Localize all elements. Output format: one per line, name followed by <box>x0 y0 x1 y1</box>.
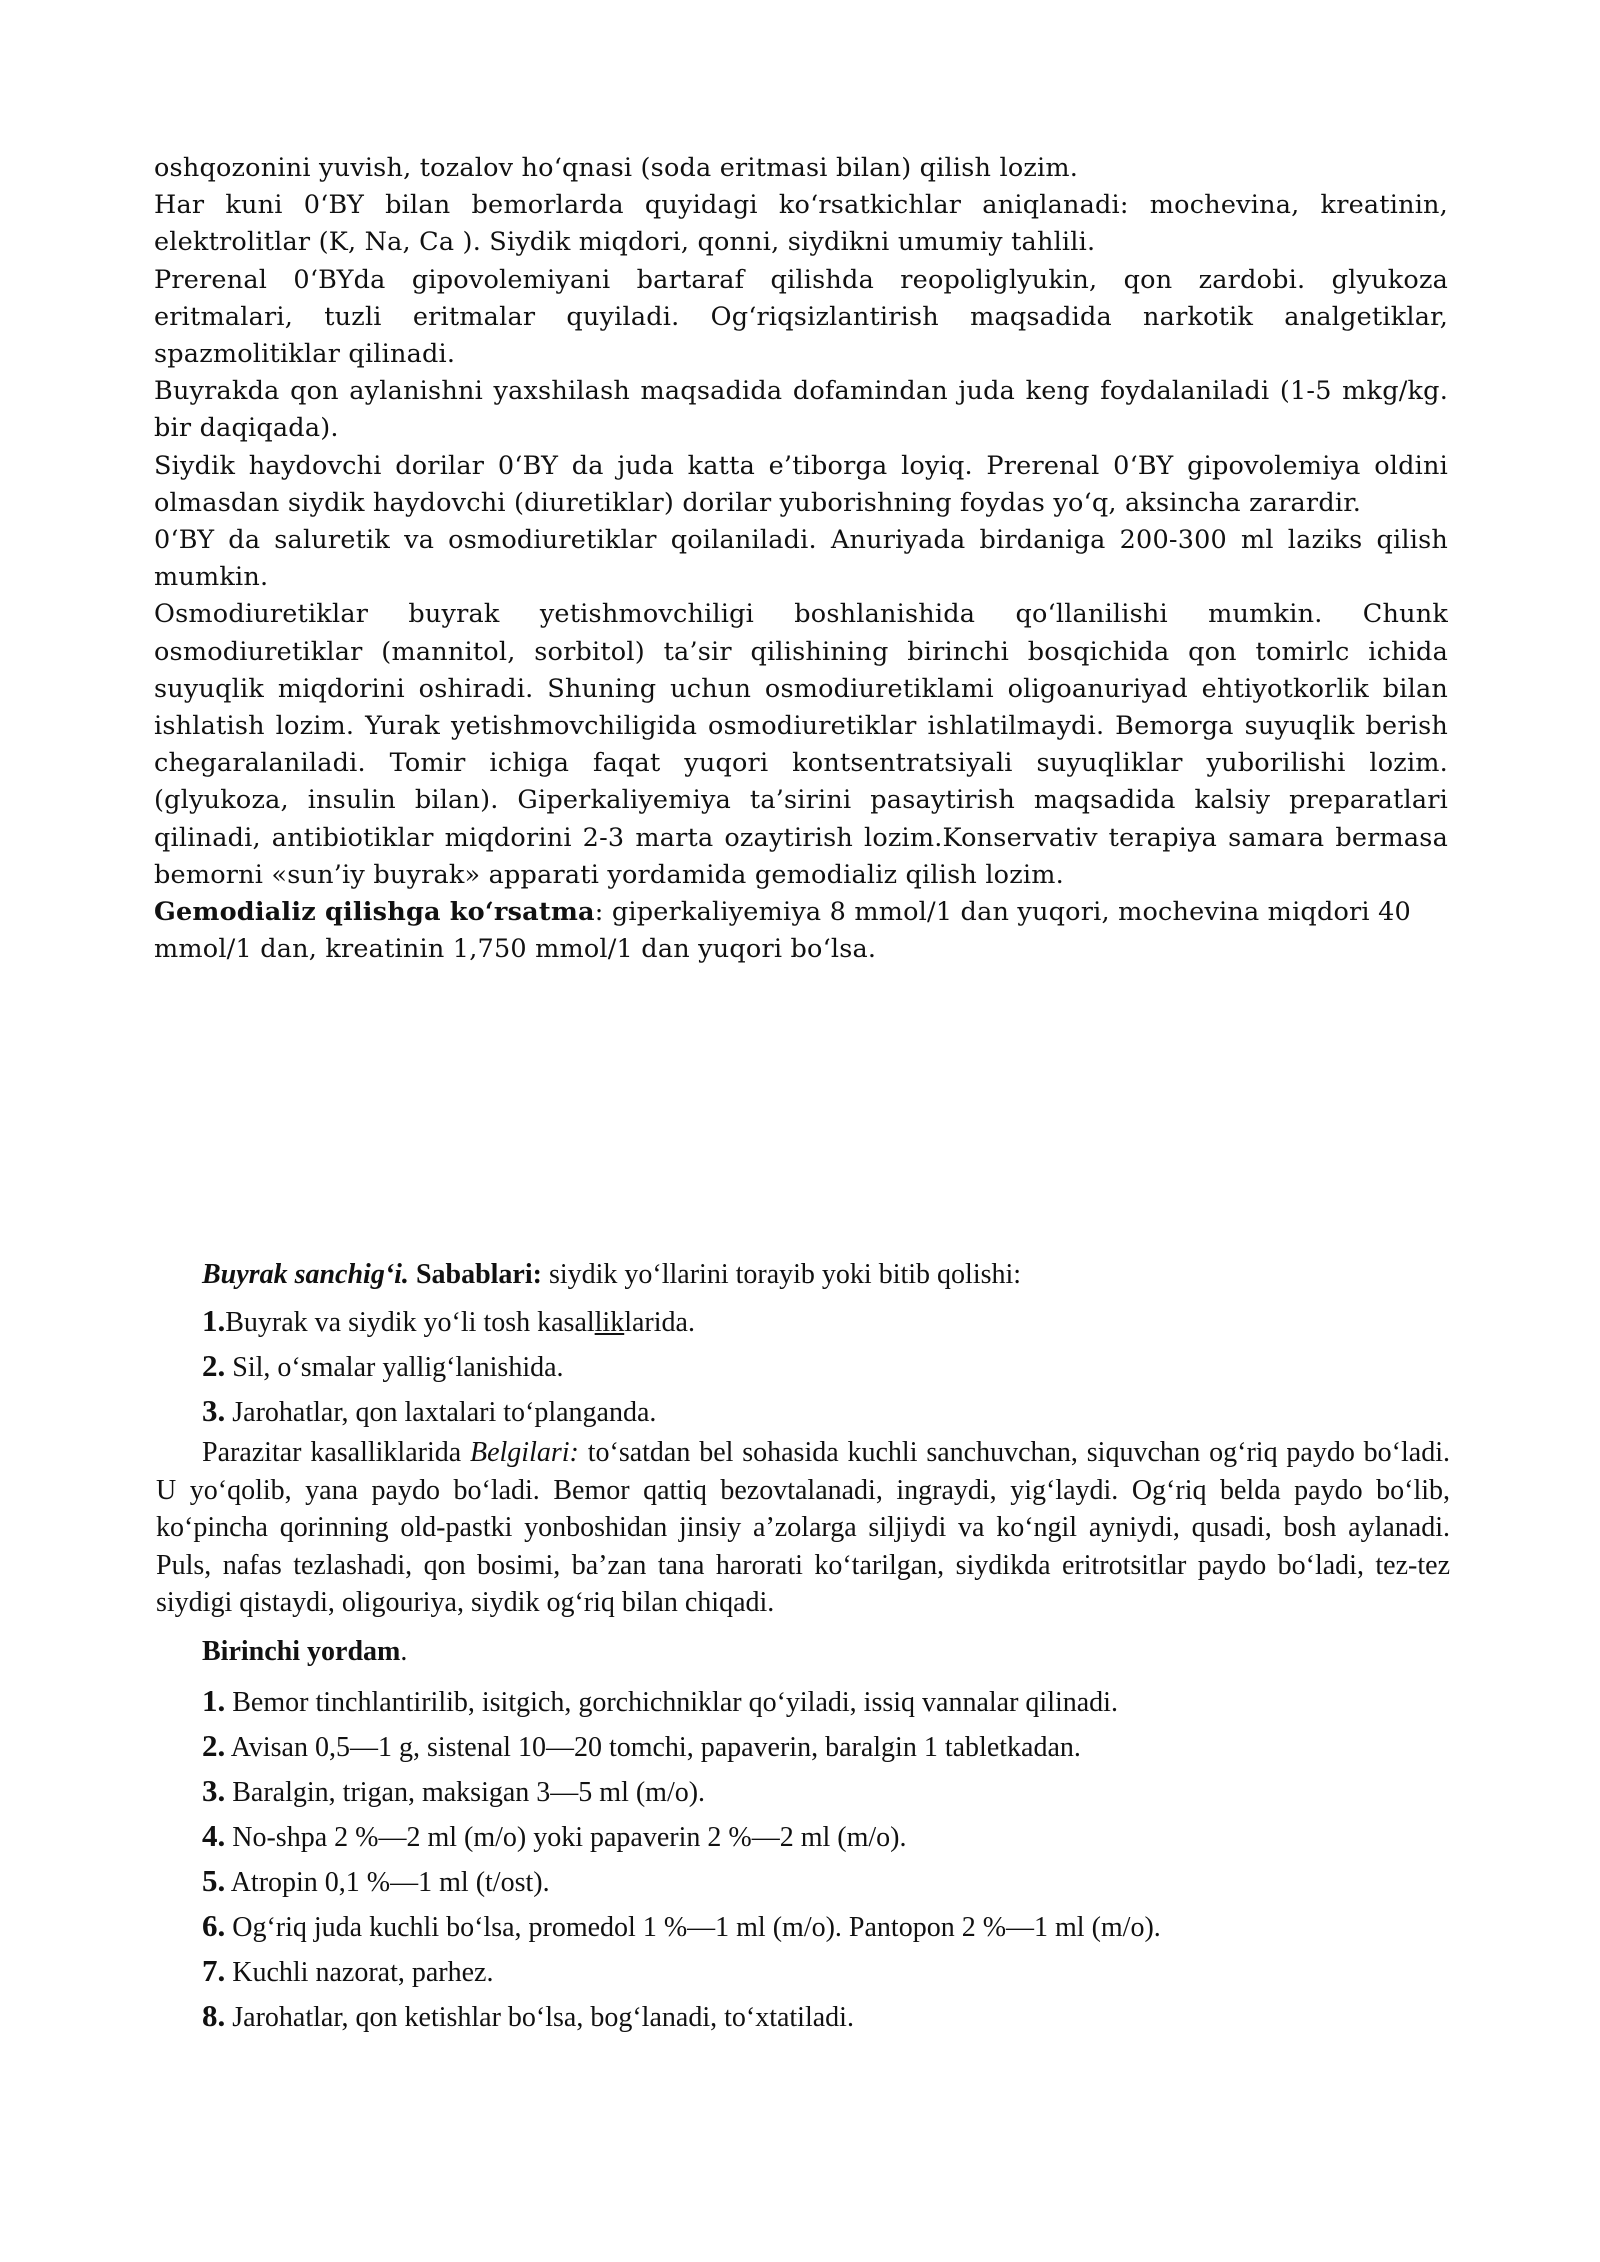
first-aid-item: 5. Atropin 0,1 %—1 ml (t/ost). <box>202 1862 550 1898</box>
cause-item: 3. Jarohatlar, qon laxtalari to‘planganda. <box>202 1393 657 1429</box>
first-aid-item: 4. No-shpa 2 %—2 ml (m/o) yoki papaverin 2 %—2 ml (m/o). <box>202 1817 907 1853</box>
indication-label: Gemodializ qilishga ko‘rsatma <box>154 897 595 928</box>
indication-text: : giperkaliyemiya 8 mmol/1 dan yuqori, mochevina miqdori 40 mmol/1 dan, kreatinin 1,750 mmol/1 dan yuqori bo‘lsa. <box>154 897 1411 965</box>
paragraph: Buyrakda qon aylanishni yaxshilash maqsadida dofamindan juda keng foydalaniladi (1-5 mkg/kg. bir daqiqada). <box>154 376 1448 444</box>
first-aid-item: 7. Kuchli nazorat, parhez. <box>202 1952 494 1988</box>
first-aid-item: 3. Baralgin, trigan, maksigan 3—5 ml (m/o). <box>202 1772 706 1808</box>
cause-item: 2. Sil, o‘smalar yallig‘lanishida. <box>202 1348 564 1384</box>
renal-colic-section <box>156 1256 1450 2039</box>
cause-item: 1.Buyrak va siydik yo‘li tosh kasalliklarida. <box>202 1303 695 1339</box>
symptoms-label: Belgilari: <box>470 1437 579 1469</box>
causes-label: Sabablari: <box>415 1259 542 1290</box>
hemodialysis-indication <box>154 894 1448 968</box>
section-heading <box>156 1256 1450 1293</box>
symptoms-paragraph: Parazitar kasalliklarida Belgilari: to‘satdan bel sohasida kuchli sanchuvchan, siquvchan og‘riq paydo bo‘ladi. U yo‘qolib, yana paydo bo‘ladi. Bemor qattiq bezovtalanadi, ingraydi, yig‘laydi. Og‘riq belda paydo bo‘lib, ko‘pincha qorinning old-pastki yonboshidan jinsiy a’zolarga siljiydi va ko‘ngil ayniydi, qusadi, bosh aylanadi. Puls, nafas tezlashadi, qon bosimi, ba’zan tana harorati ko‘tarilgan, siydikda eritrotsitlar paydo bo‘ladi, tez-tez siydigi qistaydi, oligouriya, siydik og‘riq bilan chiqadi. <box>156 1437 1450 1619</box>
first-aid-item: 6. Og‘riq juda kuchli bo‘lsa, promedol 1 %—1 ml (m/o). Pantopon 2 %—1 ml (m/o). <box>202 1907 1161 1943</box>
first-aid-item: 2. Avisan 0,5—1 g, sistenal 10—20 tomchi, papaverin, baralgin 1 tabletkadan. <box>202 1727 1081 1763</box>
paragraph: Osmodiuretiklar buyrak yetishmovchiligi boshlanishida qo‘llanilishi mumkin. Chunk osmodiuretiklar (mannitol, sorbitol) ta’sir qilishining birinchi bosqichida qon tomirlc ichida suyuqlik miqdorini oshiradi. Shuning uchun osmodiuretiklami oligoanuriyad ehtiyotkorlik bilan ishlatish lozim. Yurak yetishmovchiligida osmodiuretiklar ishlatilmaydi. Bemorga suyuqlik berish chegaralaniladi. Tomir ichiga faqat yuqori kontsentratsiyali suyuqliklar yuborilishi lozim. (glyukoza, insulin bilan). Giperkaliyemiya ta’sirini pasaytirish maqsadida kalsiy preparatlari qilinadi, antibiotiklar miqdorini 2-3 marta ozaytirish lozim.Konservativ terapiya samara bermasa bemorni «sun’iy buyrak» apparati yordamida gemodializ qilish lozim. <box>154 599 1448 890</box>
first-aid-item: 1. Bemor tinchlantirilib, isitgich, gorchichniklar qo‘yiladi, issiq vannalar qilinadi. <box>202 1682 1118 1718</box>
paragraph: 0‘BY da saluretik va osmodiuretiklar qoilaniladi. Anuriyada birdaniga 200-300 ml laziks qilish mumkin. <box>154 525 1448 593</box>
first-aid-heading: Birinchi yordam. <box>202 1636 408 1668</box>
section-title: Buyrak sanchig‘i. <box>202 1259 409 1290</box>
treatment-section <box>154 150 1448 968</box>
paragraph: Siydik haydovchi dorilar 0‘BY da juda katta e’tiborga loyiq. Prerenal 0‘BY gipovolemiya oldini olmasdan siydik haydovchi (diuretiklar) dorilar yuborishning foydas yo‘q, aksincha zarardir. <box>154 450 1448 518</box>
paragraph: Har kuni 0‘BY bilan bemorlarda quyidagi ko‘rsatkichlar aniqlanadi: mochevina, kreatinin, elektrolitlar (K, Na, Ca ). Siydik miqdori, qonni, siydikni umumiy tahlili. <box>154 190 1448 258</box>
paragraph: oshqozonini yuvish, tozalov ho‘qnasi (soda eritmasi bilan) qilish lozim. <box>154 153 1079 183</box>
paragraph: Prerenal 0‘BYda gipovolemiyani bartaraf qilishda reopoliglyukin, qon zardobi. glyukoza eritmalari, tuzli eritmalar quyiladi. Og‘riqsizlantirish maqsadida narkotik analgetiklar, spazmolitiklar qilinadi. <box>154 264 1448 370</box>
causes-text: siydik yo‘llarini torayib yoki bitib qolishi: <box>541 1259 1022 1290</box>
first-aid-item: 8. Jarohatlar, qon ketishlar bo‘lsa, bog‘lanadi, to‘xtatiladi. <box>202 1997 854 2033</box>
